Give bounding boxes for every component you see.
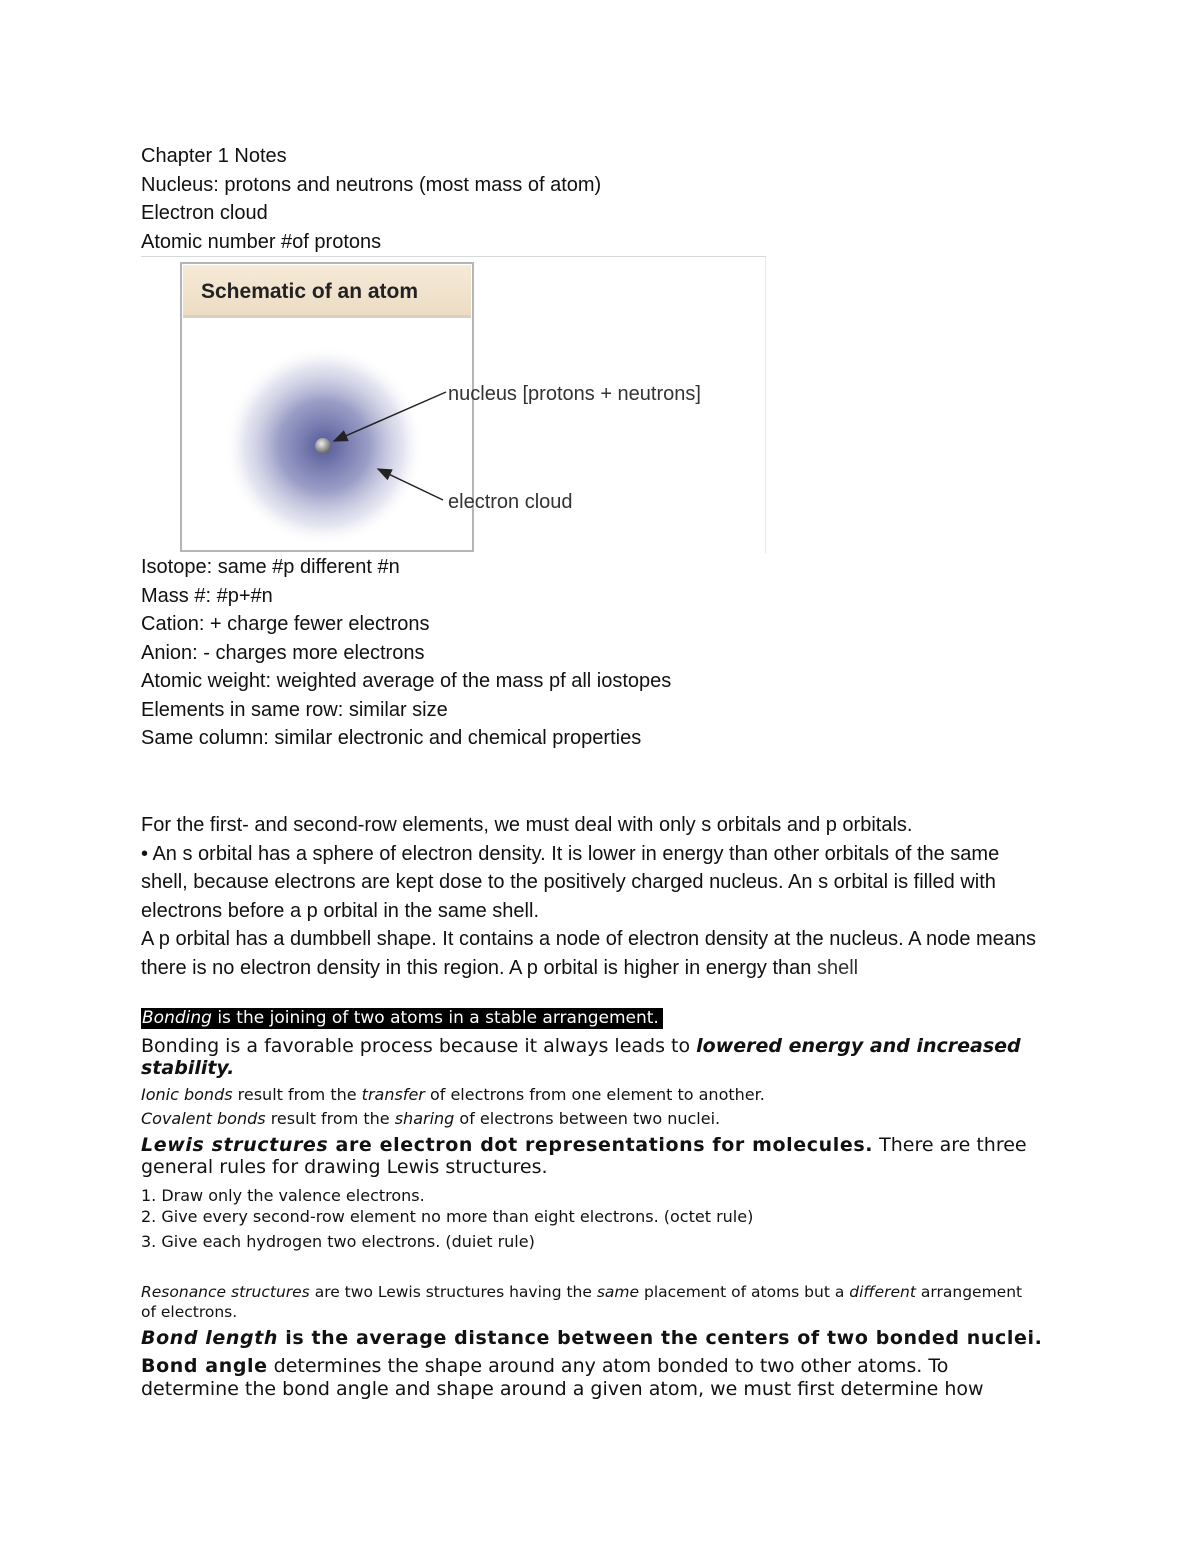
figure-heading: Schematic of an atom (201, 280, 419, 303)
bond-angle-rest: determines the shape around any atom bonded to two other atoms. To determine the bond angle and shape around a given atom, we must first determine how (141, 1355, 984, 1400)
lewis-rest: There are three general rules for drawing Lewis structures. (141, 1134, 1027, 1178)
s-orbital-paragraph: • An s orbital has a sphere of electron density. It is lower in energy than other orbitals of the same shell, because electrons are kept dose to the positively charged nucleus. An s orbital is filled with electrons before a p orbital in the same shell. (141, 842, 1000, 922)
definitions (141, 553, 1141, 753)
orbitals-section (141, 811, 1051, 982)
p-orbital-text: A p orbital has a dumbbell shape. It contains a node of electron density at the nucleus. A node means there is no electron density in this region. A p orbital is higher in energy than (141, 928, 1037, 979)
covalent-mid: result from the (265, 1109, 395, 1128)
p-orbital-paragraph (141, 925, 1051, 982)
ionic-term: Ionic bonds (141, 1085, 233, 1104)
p-orbital-tail: shell (811, 956, 859, 979)
ionic-transfer: transfer (361, 1085, 425, 1104)
lewis-rule-1: 1. Draw only the valence electrons. (141, 1186, 425, 1205)
def-atomic-weight: Atomic weight: weighted average of the mass pf all iostopes (141, 670, 672, 692)
bonding-def-text: is the joining of two atoms in a stable arrangement. (211, 1008, 659, 1028)
ionic-rest: of electrons from one element to another. (424, 1085, 765, 1104)
bonding-highlight (141, 1008, 663, 1029)
def-anion: Anion: - charges more electrons (141, 641, 425, 664)
orbitals-intro: For the first- and second-row elements, we must deal with only s orbitals and p orbitals. (141, 814, 913, 836)
ionic-mid: result from the (232, 1085, 362, 1104)
note-atomic-number: Atomic number #of protons (141, 230, 382, 253)
electron-cloud-label: electron cloud (448, 491, 573, 513)
ionic-bonds-line (141, 1084, 1101, 1106)
lewis-bold: are electron dot representations for molecules. (328, 1134, 874, 1156)
lewis-structures-line (141, 1134, 1041, 1178)
resonance-different: different (849, 1283, 916, 1301)
bond-length-line (141, 1327, 1101, 1349)
resonance-line (141, 1282, 1041, 1322)
bond-length-rest: is the average distance between the centers of two bonded nuclei. (278, 1327, 1043, 1349)
bonding-definition (141, 1008, 1101, 1028)
def-isotope: Isotope: same #p different #n (141, 556, 400, 578)
bond-angle-line (141, 1355, 1021, 1401)
atom-schematic-diagram (141, 257, 765, 553)
def-same-column: Same column: similar electronic and chemical properties (141, 727, 642, 749)
intro-notes (141, 142, 1141, 256)
lewis-term: Lewis structures (141, 1134, 329, 1156)
resonance-mid: are two Lewis structures having the (309, 1283, 597, 1301)
bonding-favorable (141, 1035, 1061, 1079)
def-cation: Cation: + charge fewer electrons (141, 613, 430, 635)
def-mass-number: Mass #: #p+#n (141, 584, 273, 607)
lewis-rule-2: 2. Give every second-row element no more than eight electrons. (octet rule) (141, 1207, 754, 1226)
nucleus-shape (315, 438, 331, 454)
favorable-text: Bonding is a favorable process because it always leads to (141, 1035, 697, 1057)
note-electron-cloud: Electron cloud (141, 202, 268, 224)
covalent-term: Covalent bonds (141, 1109, 266, 1128)
atom-schematic-figure (141, 256, 766, 553)
nucleus-label: nucleus [protons + neutrons] (448, 383, 701, 405)
resonance-rest: arrangement of electrons. (141, 1283, 1023, 1321)
note-nucleus: Nucleus: protons and neutrons (most mass of atom) (141, 173, 602, 196)
bond-length-term: Bond length (141, 1327, 279, 1349)
covalent-bonds-line (141, 1108, 1101, 1130)
resonance-mid2: placement of atoms but a (639, 1283, 850, 1301)
resonance-same: same (596, 1283, 640, 1301)
covalent-sharing: sharing (394, 1109, 455, 1128)
covalent-rest: of electrons between two nuclei. (454, 1109, 721, 1128)
bonding-term: Bonding (142, 1008, 212, 1028)
favorable-emphasis: lowered energy and increased stability. (141, 1035, 1021, 1079)
resonance-term: Resonance structures (141, 1283, 310, 1301)
def-same-row: Elements in same row: similar size (141, 698, 448, 721)
page-title: Chapter 1 Notes (141, 145, 287, 167)
lewis-rule-3: 3. Give each hydrogen two electrons. (duiet rule) (141, 1232, 535, 1251)
bond-angle-term: Bond angle (141, 1355, 268, 1377)
